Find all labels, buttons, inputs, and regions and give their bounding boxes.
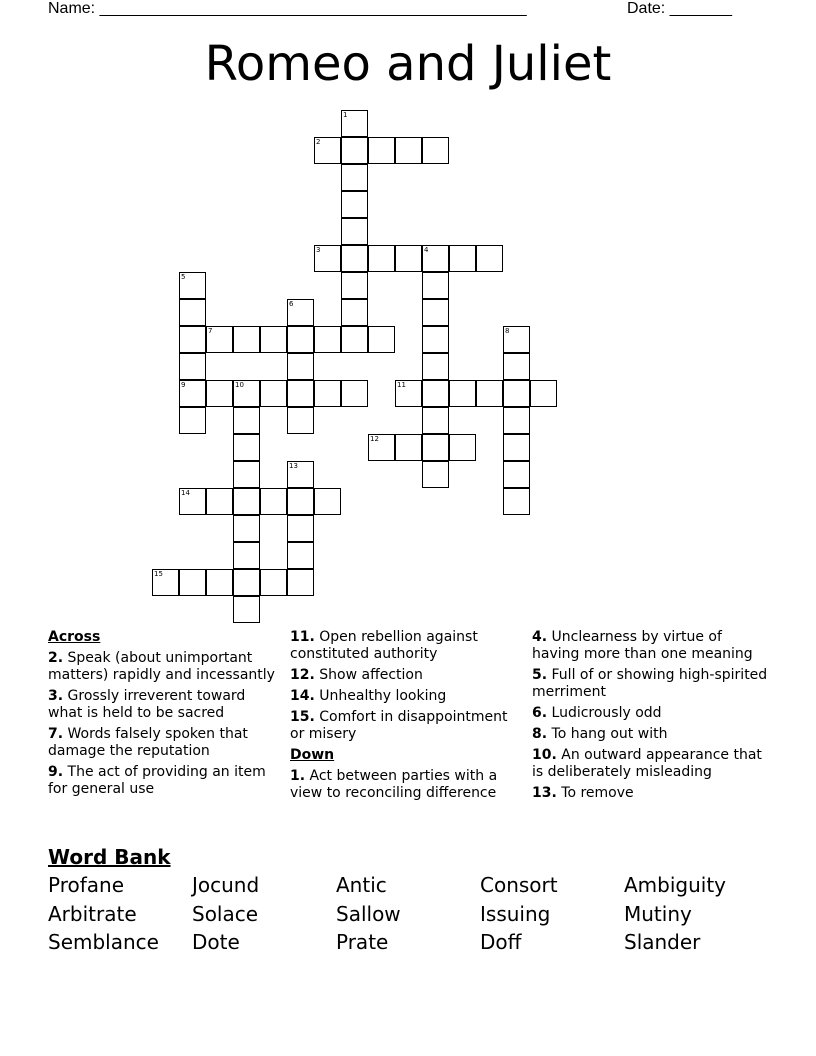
clue-number: 6. — [532, 705, 548, 721]
clue-text: Speak (about unimportant matters) rapidly and incessantly — [48, 650, 275, 683]
clue-number-label: 14 — [181, 489, 190, 497]
crossword-cell[interactable] — [341, 137, 368, 164]
crossword-cell[interactable] — [368, 137, 395, 164]
clue-number-label: 10 — [235, 381, 244, 389]
clue-number: 3. — [48, 688, 64, 704]
crossword-cell[interactable] — [503, 407, 530, 434]
crossword-cell[interactable] — [422, 353, 449, 380]
clue-number: 11. — [290, 629, 315, 645]
crossword-cell[interactable] — [395, 434, 422, 461]
date-line: Date: _______ — [627, 0, 732, 17]
clue-number: 14. — [290, 688, 315, 704]
crossword-cell[interactable] — [260, 488, 287, 515]
crossword-cell[interactable] — [449, 245, 476, 272]
clue-text: Grossly irreverent toward what is held to be sacred — [48, 688, 246, 721]
clue-text: To hang out with — [551, 726, 668, 742]
clue-number: 9. — [48, 764, 64, 780]
clue-number: 5. — [532, 667, 548, 683]
crossword-cell[interactable] — [233, 407, 260, 434]
crossword-cell[interactable] — [179, 407, 206, 434]
crossword-cell[interactable] — [314, 488, 341, 515]
crossword-cell[interactable] — [341, 380, 368, 407]
clue-column-2 — [290, 629, 518, 806]
crossword-cell[interactable] — [476, 380, 503, 407]
clue-down-10 — [532, 747, 772, 781]
crossword-cell[interactable] — [314, 380, 341, 407]
crossword-cell[interactable] — [287, 380, 314, 407]
clue-across-14 — [290, 688, 518, 705]
crossword-cell[interactable] — [341, 164, 368, 191]
clue-number-label: 2 — [316, 138, 321, 146]
clue-number-label: 13 — [289, 462, 298, 470]
clue-number: 10. — [532, 747, 557, 763]
clue-across-11 — [290, 629, 518, 663]
clue-across-2 — [48, 650, 276, 684]
clue-down-4 — [532, 629, 772, 663]
crossword-cell[interactable] — [341, 245, 368, 272]
crossword-cell[interactable] — [422, 137, 449, 164]
crossword-cell[interactable] — [503, 380, 530, 407]
clue-across-9 — [48, 764, 276, 798]
crossword-cell[interactable] — [287, 326, 314, 353]
clue-across-12 — [290, 667, 518, 684]
crossword-cell[interactable] — [341, 272, 368, 299]
word-bank-item: Antic — [336, 873, 387, 897]
clue-across-3 — [48, 688, 276, 722]
crossword-cell[interactable] — [233, 434, 260, 461]
clue-text: Unhealthy looking — [319, 688, 447, 704]
clue-number-label: 1 — [343, 111, 348, 119]
crossword-cell[interactable] — [395, 245, 422, 272]
clue-column-1 — [48, 629, 276, 802]
crossword-cell[interactable] — [233, 326, 260, 353]
clue-down-5 — [532, 667, 772, 701]
crossword-cell[interactable] — [260, 569, 287, 596]
clue-number-label: 8 — [505, 327, 510, 335]
clue-number: 15. — [290, 709, 315, 725]
word-bank-item: Jocund — [192, 873, 260, 897]
crossword-cell[interactable] — [179, 299, 206, 326]
crossword-cell[interactable] — [287, 542, 314, 569]
name-line: Name: ________________________________________________ — [48, 0, 527, 17]
word-bank — [48, 873, 768, 955]
word-bank-item: Ambiguity — [624, 873, 727, 897]
clue-number-label: 3 — [316, 246, 321, 254]
crossword-cell[interactable] — [422, 299, 449, 326]
crossword-cell[interactable] — [422, 407, 449, 434]
crossword-cell[interactable] — [179, 569, 206, 596]
clue-number-label: 5 — [181, 273, 186, 281]
word-bank-item: Prate — [336, 930, 389, 954]
crossword-cell[interactable] — [287, 353, 314, 380]
clue-number: 1. — [290, 768, 306, 784]
clue-number: 4. — [532, 629, 548, 645]
crossword-cell[interactable] — [206, 488, 233, 515]
crossword-cell[interactable] — [395, 137, 422, 164]
crossword-cell[interactable] — [233, 461, 260, 488]
crossword-cell[interactable] — [422, 461, 449, 488]
clue-number-label: 15 — [154, 570, 163, 578]
page-title: Romeo and Juliet — [204, 36, 612, 92]
crossword-cell[interactable] — [287, 407, 314, 434]
clue-text: Words falsely spoken that damage the reputation — [48, 726, 248, 759]
crossword-cell[interactable] — [233, 569, 260, 596]
clue-number-label: 4 — [424, 246, 429, 254]
word-bank-title: Word Bank — [48, 845, 171, 869]
crossword-cell[interactable] — [530, 380, 557, 407]
clue-text: Unclearness by virtue of having more than one meaning — [532, 629, 753, 662]
clue-down-1 — [290, 768, 518, 802]
crossword-cell[interactable] — [422, 272, 449, 299]
word-bank-item: Dote — [192, 930, 240, 954]
clue-down-13 — [532, 785, 772, 802]
word-bank-item: Profane — [48, 873, 125, 897]
clue-text: Ludicrously odd — [551, 705, 662, 721]
clue-text: To remove — [561, 785, 634, 801]
down-heading: Down — [290, 747, 335, 763]
crossword-cell[interactable] — [233, 596, 260, 623]
clue-column-3 — [532, 629, 772, 806]
clue-text: Comfort in disappointment or misery — [290, 709, 508, 742]
crossword-cell[interactable] — [422, 380, 449, 407]
crossword-cell[interactable] — [206, 380, 233, 407]
crossword-cell[interactable] — [449, 434, 476, 461]
word-bank-item: Slander — [624, 930, 701, 954]
crossword-cell[interactable] — [368, 326, 395, 353]
crossword-cell[interactable] — [341, 191, 368, 218]
crossword-cell[interactable] — [233, 542, 260, 569]
clue-text: An outward appearance that is deliberately misleading — [532, 747, 762, 780]
crossword-cell[interactable] — [341, 326, 368, 353]
clue-number-label: 11 — [397, 381, 406, 389]
clue-number: 12. — [290, 667, 315, 683]
word-bank-item: Mutiny — [624, 901, 692, 926]
crossword-cell[interactable] — [503, 353, 530, 380]
crossword-cell[interactable] — [341, 218, 368, 245]
crossword-cell[interactable] — [422, 434, 449, 461]
word-bank-item: Issuing — [480, 901, 551, 926]
word-bank-item: Doff — [480, 930, 522, 954]
crossword-cell[interactable] — [287, 515, 314, 542]
crossword-cell[interactable] — [233, 515, 260, 542]
clue-number-label: 12 — [370, 435, 379, 443]
clue-text: Open rebellion against constituted authority — [290, 629, 478, 662]
crossword-cell[interactable] — [179, 326, 206, 353]
clue-number-label: 9 — [181, 381, 186, 389]
crossword-cell[interactable] — [341, 299, 368, 326]
clue-text: The act of providing an item for general use — [48, 764, 266, 797]
crossword-cell[interactable] — [503, 461, 530, 488]
clue-number: 2. — [48, 650, 64, 666]
crossword-cell[interactable] — [422, 326, 449, 353]
crossword-cell[interactable] — [449, 380, 476, 407]
word-bank-item: Semblance — [48, 930, 159, 954]
clue-text: Show affection — [319, 667, 423, 683]
crossword-cell[interactable] — [287, 488, 314, 515]
clue-number: 13. — [532, 785, 557, 801]
clue-number-label: 6 — [289, 300, 294, 308]
crossword-cell[interactable] — [287, 569, 314, 596]
clue-number: 7. — [48, 726, 64, 742]
crossword-cell[interactable] — [260, 380, 287, 407]
clue-across-15 — [290, 709, 518, 743]
crossword-cell[interactable] — [179, 353, 206, 380]
crossword-cell[interactable] — [503, 434, 530, 461]
word-bank-item: Sallow — [336, 901, 401, 926]
clue-number: 8. — [532, 726, 548, 742]
crossword-cell[interactable] — [476, 245, 503, 272]
clue-text: Act between parties with a view to reconciling difference — [290, 768, 498, 801]
crossword-cell[interactable] — [233, 488, 260, 515]
crossword-cell[interactable] — [206, 569, 233, 596]
word-bank-item: Solace — [192, 901, 259, 926]
clue-down-6 — [532, 705, 772, 722]
crossword-cell[interactable] — [503, 488, 530, 515]
crossword-cell[interactable] — [260, 326, 287, 353]
clue-down-8 — [532, 726, 772, 743]
clue-text: Full of or showing high-spirited merriment — [532, 667, 768, 700]
clue-number-label: 7 — [208, 327, 213, 335]
across-heading: Across — [48, 629, 101, 645]
crossword-cell[interactable] — [314, 326, 341, 353]
crossword-cell[interactable] — [368, 245, 395, 272]
word-bank-item: Consort — [480, 873, 558, 897]
word-bank-item: Arbitrate — [48, 901, 137, 926]
clue-across-7 — [48, 726, 276, 760]
